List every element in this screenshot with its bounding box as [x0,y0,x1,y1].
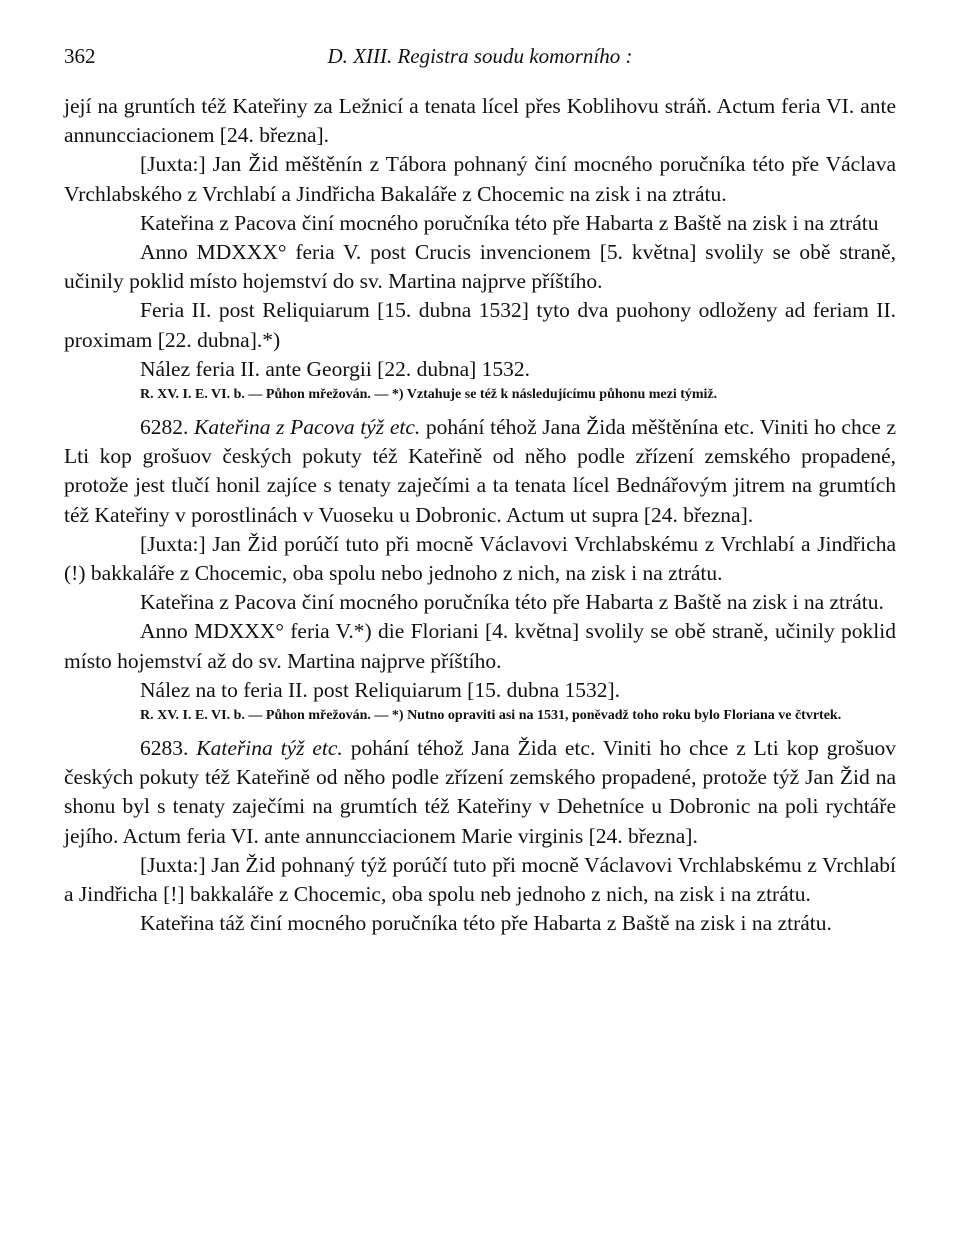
paragraph: Nález feria II. ante Georgii [22. dubna] 1532. [140,356,531,381]
entry-number: 6282. [140,415,189,440]
paragraph: [Juxta:] Jan Žid porúčí tuto při mocně Václavovi Vrchlabskému z Vrchlabí a Jindřicha (!) bakkaláře z Chocemic, oba spolu nebo jednoho z nich, na zisk i na ztrátu. [64,531,896,586]
paragraph: její na gruntích též Kateřiny za Ležnicí a tenata lícel přes Koblihovu stráň. Actum feria VI. ante annuncciacionem [24. března]. [64,94,896,148]
document-body [64,92,896,938]
paragraph: Nález na to feria II. post Reliquiarum [15. dubna 1532]. [140,677,621,702]
paragraph: Kateřina táž činí mocného poručníka této pře Habarta z Baště na zisk i na ztrátu. [140,911,832,936]
entry-number: 6283. [140,736,189,761]
page-number: 362 [64,44,96,68]
entry-party: Kateřina z Pacova týž etc. [194,415,421,440]
running-header [64,44,896,74]
paragraph: Anno MDXXX° feria V.*) die Floriani [4. května] svolily se obě straně, učinily poklid místo hojemství až do sv. Martina najprve příštího. [64,619,896,673]
entry-paragraph [64,413,896,530]
paragraph: [Juxta:] Jan Žid měštěnín z Tábora pohnaný činí mocného poručníka této pře Václava Vrchlabského z Vrchlabí a Jindřicha Bakaláře z Chocemic na zisk i na ztrátu. [64,152,896,206]
footnote: R. XV. I. E. VI. b. — Půhon mřežován. — *) Nutno opraviti asi na 1531, poněvadž toho roku bylo Floriana ve čtvrtek. [140,708,842,724]
footnote: R. XV. I. E. VI. b. — Půhon mřežován. — *) Vztahuje se též k následujícímu půhonu mezi týmiž. [140,387,718,403]
entry-party: Kateřina týž etc. [196,736,343,761]
paragraph: Kateřina z Pacova činí mocného poručníka této pře Habarta z Baště na zisk i na ztrátu. [140,590,884,615]
running-title: D. XIII. Registra soudu komorního : [327,44,633,68]
entry-text: pohání téhož Jana Žida etc. Viniti ho chce z Lti kop grošuov českých pokuty též Kateřině od něho podle zřízení zemského propadené, protože týž Jan Žid na shonu byl s tenaty zaječími na grumtích též Kateřiny v Dehetníce u Dobronic na poli rychtáře jejího. Actum feria VI. ante annuncciacionem Marie virginis [24. března]. [64,736,897,848]
entry-paragraph [64,734,896,851]
paragraph: Feria II. post Reliquiarum [15. dubna 1532] tyto dva puohony odloženy ad feriam II. proximam [22. dubna].*) [64,298,896,352]
paragraph: Kateřina z Pacova činí mocného poručníka této pře Habarta z Baště na zisk i na ztrátu [140,210,879,235]
entry-text: pohání téhož Jana Žida měštěnína etc. Viniti ho chce z Lti kop grošuov českých pokuty též Kateřině od něho podle zřízení zemského propadené, protože jest tlučí honil zajíce s tenaty zaječími a ta tenata lícel Bednářovým jitrem na grumtích též Kateřiny v porostlinách v Vuoseku u Dobronic. Actum ut supra [24. března]. [64,415,897,527]
paragraph: Anno MDXXX° feria V. post Crucis invencionem [5. května] svolily se obě straně, učinily poklid místo hojemství do sv. Martina najprve příštího. [64,240,896,294]
paragraph: [Juxta:] Jan Žid pohnaný týž porúčí tuto při mocně Václavovi Vrchlabskému z Vrchlabí a Jindřicha [!] bakkaláře z Chocemic, oba spolu neb jednoho z nich, na zisk i na ztrátu. [64,852,896,907]
